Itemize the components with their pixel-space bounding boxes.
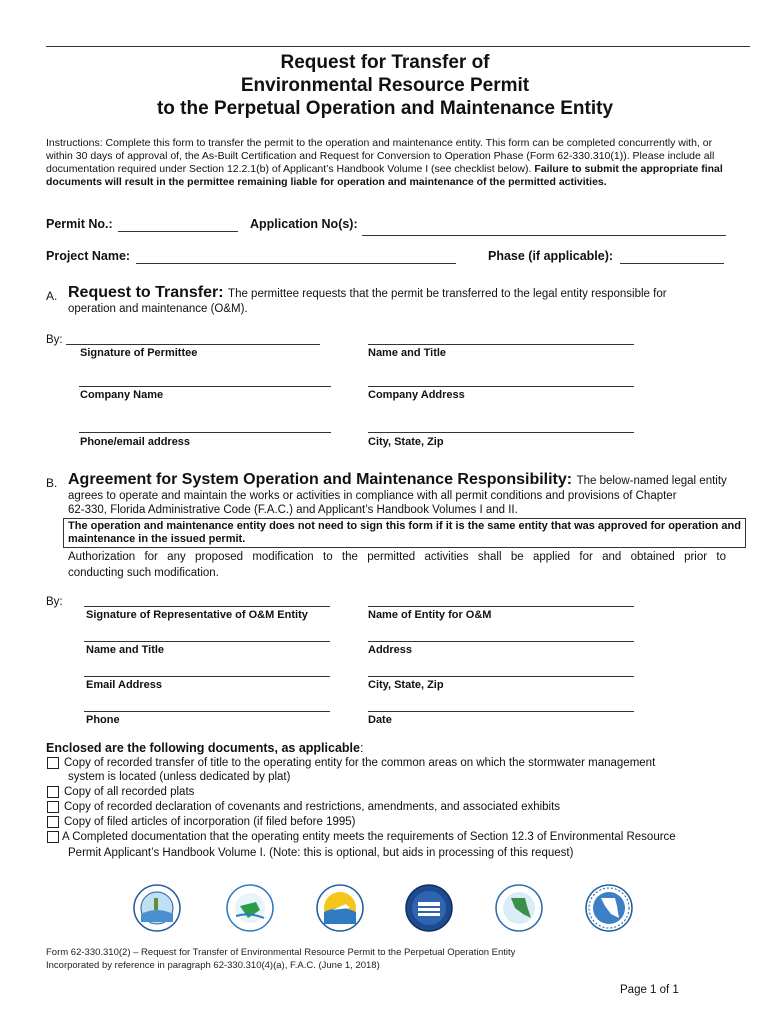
om-city-state-zip-label: City, State, Zip — [368, 679, 444, 691]
project-name-label: Project Name: — [46, 249, 131, 263]
project-name-field[interactable] — [136, 263, 456, 264]
om-name-title-label: Name and Title — [86, 644, 165, 656]
om-email-label: Email Address — [86, 679, 163, 691]
footer-form-line: Form 62-330.310(2) – Request for Transfer of Environmental Resource Permit to the Perpetual Operation Entity — [46, 947, 516, 958]
om-name-title-field[interactable] — [84, 641, 330, 642]
top-rule — [46, 46, 750, 47]
enclosed-item-3: Copy of recorded declaration of covenants and restrictions, amendments, and associated exhibits — [64, 801, 561, 813]
section-b-text-2: agrees to operate and maintain the works or activities in compliance with all permit conditions and provisions of Chapter — [68, 490, 677, 502]
section-a-heading: Request to Transfer: — [68, 284, 224, 301]
enclosed-item-4: Copy of filed articles of incorporation (if filed before 1995) — [64, 816, 356, 828]
form-title-line2: Environmental Resource Permit — [240, 75, 530, 96]
section-b-heading-row — [68, 471, 727, 489]
om-rep-signature-field[interactable] — [84, 606, 330, 607]
om-phone-field[interactable] — [84, 711, 330, 712]
permittee-signature-label: Signature of Permittee — [80, 347, 198, 359]
section-a-by-label: By: — [46, 334, 63, 346]
section-b-by-label: By: — [46, 596, 63, 608]
checkbox-transfer-title[interactable] — [47, 757, 59, 769]
om-entity-name-label: Name of Entity for O&M — [368, 609, 492, 621]
instructions — [46, 137, 726, 189]
om-rep-signature-label: Signature of Representative of O&M Entity — [86, 609, 308, 621]
form-title-line3: to the Perpetual Operation and Maintenance Entity — [156, 98, 614, 119]
city-state-zip-label-a: City, State, Zip — [368, 436, 444, 448]
om-entity-name-field[interactable] — [368, 606, 634, 607]
nwfwmd-seal-icon — [133, 884, 181, 932]
authorization-text-1: Authorization for any proposed modification to the permitted activities shall be applied for and obtained prior to — [68, 551, 726, 563]
company-address-label: Company Address — [368, 389, 465, 401]
phone-email-label: Phone/email address — [80, 436, 191, 448]
permittee-name-title-label: Name and Title — [368, 347, 447, 359]
checkbox-covenants[interactable] — [47, 801, 59, 813]
enclosed-colon: : — [359, 741, 364, 755]
checkbox-articles[interactable] — [47, 816, 59, 828]
section-a-text-1: The permittee requests that the permit be transferred to the legal entity responsible for — [228, 288, 667, 300]
entity-note-box: The operation and maintenance entity does not need to sign this form if it is the same entity that was approved for operation and maintenance in the issued permit. — [63, 518, 746, 548]
instructions-text: Instructions: Complete this form to transfer the permit to the operation and maintenance entity. This form can be completed concurrently with, or within 30 days of approval of, the As-Built Certification and Request for Conversion to Operation Phase (Form 62-330.310(1)). Please include all documentation required under Section 12.2.1(b) of Applicant’s Handbook Volume I (see checklist below). — [46, 137, 715, 175]
sjrwmd-seal-icon — [316, 884, 364, 932]
section-b-heading: Agreement for System Operation and Maintenance Responsibility: — [68, 471, 573, 488]
om-phone-label: Phone — [86, 714, 120, 726]
checkbox-documentation[interactable] — [47, 831, 59, 843]
section-b-letter: B. — [46, 476, 58, 490]
enclosed-item-2: Copy of all recorded plats — [64, 786, 195, 798]
om-address-label: Address — [368, 644, 413, 656]
page-number: Page 1 of 1 — [620, 984, 679, 996]
section-a-text-2: operation and maintenance (O&M). — [68, 303, 248, 315]
authorization-text-2: conducting such modification. — [68, 567, 219, 579]
footer-incorporated-line: Incorporated by reference in paragraph 62-330.310(4)(a), F.A.C. (June 1, 2018) — [46, 960, 380, 971]
section-a-letter: A. — [46, 289, 58, 303]
om-date-label: Date — [368, 714, 392, 726]
swfwmd-seal-icon — [495, 884, 543, 932]
phase-label: Phase (if applicable): — [488, 249, 614, 263]
om-date-field[interactable] — [368, 711, 634, 712]
om-email-field[interactable] — [84, 676, 330, 677]
enclosed-heading: Enclosed are the following documents, as applicable — [46, 741, 360, 755]
instructions-warning: Failure to submit the appropriate final documents will result in the permittee remaining liable for operation and maintenance of the permitted activities. — [46, 163, 723, 188]
permit-no-label: Permit No.: — [46, 217, 113, 231]
enclosed-item-1-line1: Copy of recorded transfer of title to the operating entity for the common areas on which the stormwater management — [64, 757, 656, 769]
enclosed-item-1-line2: system is located (unless dedicated by plat) — [68, 771, 291, 783]
enclosed-heading-row — [46, 741, 363, 755]
form-title-line1: Request for Transfer of — [280, 52, 490, 73]
enclosed-item-5-line1: A Completed documentation that the operating entity meets the requirements of Section 12.3 of Environmental Resource — [62, 831, 676, 843]
om-city-state-zip-field[interactable] — [368, 676, 634, 677]
permittee-signature-field[interactable] — [66, 344, 320, 345]
dep-seal-icon — [405, 884, 453, 932]
phase-field[interactable] — [620, 263, 724, 264]
city-state-zip-field-a[interactable] — [368, 432, 634, 433]
section-b-text-3: 62-330, Florida Administrative Code (F.A.C.) and Applicant’s Handbook Volumes I and II. — [68, 504, 518, 516]
company-name-label: Company Name — [80, 389, 164, 401]
section-b-text-1: The below-named legal entity — [576, 475, 727, 487]
sfwmd-seal-icon — [585, 884, 633, 932]
om-address-field[interactable] — [368, 641, 634, 642]
srwmd-seal-icon — [226, 884, 274, 932]
checkbox-plats[interactable] — [47, 786, 59, 798]
permittee-name-title-field[interactable] — [368, 344, 634, 345]
enclosed-item-5-line2: Permit Applicant’s Handbook Volume I. (Note: this is optional, but aids in processing of this request) — [68, 847, 574, 859]
application-no-field[interactable] — [362, 235, 726, 236]
section-a-heading-row — [68, 284, 667, 302]
footer — [46, 946, 515, 972]
permit-no-field[interactable] — [118, 231, 238, 232]
company-address-field[interactable] — [368, 386, 634, 387]
phone-email-field[interactable] — [79, 432, 331, 433]
company-name-field[interactable] — [79, 386, 331, 387]
application-no-label: Application No(s): — [250, 217, 358, 231]
